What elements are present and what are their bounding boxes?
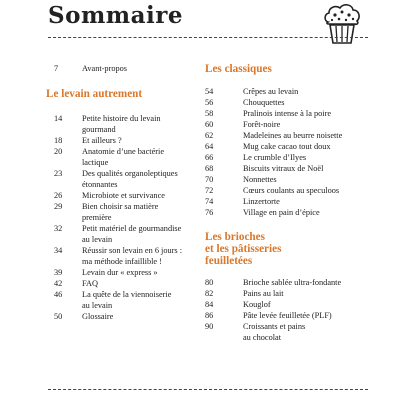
entry-label: FAQ <box>82 279 98 288</box>
page-number: 64 <box>205 142 214 151</box>
entry-label: Pralinois intense à la poire <box>243 109 332 118</box>
toc-entry[interactable] <box>205 185 367 196</box>
page-number: 39 <box>54 268 63 277</box>
entry-label: gourmand <box>82 125 116 134</box>
toc-left-column <box>46 63 194 322</box>
toc-entry[interactable] <box>205 163 367 174</box>
page-number: 86 <box>205 311 214 320</box>
entry-label: Pains au lait <box>243 289 284 298</box>
entry-label: Et ailleurs ? <box>82 136 122 145</box>
toc-entry[interactable] <box>46 113 194 135</box>
entry-label: Biscuits vitraux de Noël <box>243 164 324 173</box>
page-number: 60 <box>205 120 214 129</box>
toc-entry[interactable] <box>46 289 194 311</box>
entry-label: au chocolat <box>243 333 282 342</box>
entry-label: Crêpes au levain <box>243 87 299 96</box>
page-number: 70 <box>205 175 214 184</box>
toc-entry[interactable] <box>46 135 194 146</box>
entry-label: Petite histoire du levain <box>82 114 161 123</box>
entry-label: La quête de la viennoiserie <box>82 290 172 299</box>
toc-entry[interactable] <box>46 245 194 267</box>
page-number: 42 <box>54 279 63 288</box>
section-heading: Le levain autrement <box>46 88 143 100</box>
toc-entry[interactable] <box>46 278 194 289</box>
page-number: 26 <box>54 191 63 200</box>
toc-entry-intro[interactable] <box>46 63 194 74</box>
section-heading-line: Les brioches <box>205 231 265 243</box>
toc-entry[interactable] <box>205 141 367 152</box>
toc-entry[interactable] <box>46 190 194 201</box>
page-number: 18 <box>54 136 63 145</box>
entry-label: Avant-propos <box>82 64 128 73</box>
toc-entry[interactable] <box>46 201 194 223</box>
entry-label: Linzertorte <box>243 197 280 206</box>
entry-label: Forêt-noire <box>243 120 281 129</box>
top-divider <box>48 37 368 38</box>
page-number: 7 <box>54 64 59 73</box>
toc-entry[interactable] <box>205 174 367 185</box>
entry-label: étonnantes <box>82 180 118 189</box>
toc-entry[interactable] <box>205 130 367 141</box>
page-number: 54 <box>205 87 214 96</box>
page-number: 46 <box>54 290 63 299</box>
page-number: 23 <box>54 169 63 178</box>
entry-label: au levain <box>82 301 113 310</box>
entry-label: Microbiote et survivance <box>82 191 165 200</box>
entry-label: Village en pain d’épice <box>243 208 320 217</box>
entry-label: Mug cake cacao tout doux <box>243 142 331 151</box>
page-number: 20 <box>54 147 63 156</box>
page-number: 50 <box>54 312 63 321</box>
entry-label: ma méthode infaillible ! <box>82 257 162 266</box>
page-number: 58 <box>205 109 214 118</box>
page-number: 29 <box>54 202 63 211</box>
toc-entry[interactable] <box>46 267 194 278</box>
entry-label: Pâte levée feuilletée (PLF) <box>243 311 332 320</box>
entry-label: Cœurs coulants au speculoos <box>243 186 340 195</box>
entry-label: Kouglof <box>243 300 271 309</box>
entry-label: Bien choisir sa matière <box>82 202 159 211</box>
page-number: 56 <box>205 98 214 107</box>
toc-entry[interactable] <box>205 288 367 299</box>
page-number: 82 <box>205 289 214 298</box>
page-number: 32 <box>54 224 63 233</box>
toc-right-column <box>205 63 367 343</box>
toc-entry[interactable] <box>205 86 367 97</box>
page-number: 84 <box>205 300 214 309</box>
page-number: 72 <box>205 186 214 195</box>
page-number: 34 <box>54 246 63 255</box>
muffin-icon <box>322 2 362 46</box>
toc-entry[interactable] <box>205 119 367 130</box>
page-number: 62 <box>205 131 214 140</box>
entry-label: lactique <box>82 158 109 167</box>
section-heading: Les classiques <box>205 63 272 75</box>
entry-label: au levain <box>82 235 113 244</box>
bottom-divider <box>48 389 368 390</box>
toc-entry[interactable] <box>205 108 367 119</box>
page-number: 14 <box>54 114 63 123</box>
entry-label: Des qualités organoleptiques <box>82 169 178 178</box>
toc-entry[interactable] <box>205 310 367 321</box>
toc-entry[interactable] <box>205 196 367 207</box>
page-number: 90 <box>205 322 214 331</box>
section-heading-line: feuilletées <box>205 255 253 267</box>
page-number: 74 <box>205 197 214 206</box>
toc-entry[interactable] <box>46 146 194 168</box>
entry-label: Réussir son levain en 6 jours : <box>82 246 183 255</box>
page-number: 76 <box>205 208 214 217</box>
page-number: 66 <box>205 153 214 162</box>
toc-entry[interactable] <box>205 152 367 163</box>
section-heading <box>205 231 367 267</box>
page-title: Sommaire <box>48 2 184 29</box>
entry-label: Petit matériel de gourmandise <box>82 224 182 233</box>
toc-entry[interactable] <box>205 97 367 108</box>
entry-label: Brioche sablée ultra-fondante <box>243 278 342 287</box>
page-number: 80 <box>205 278 214 287</box>
entry-label: Levain dur « express » <box>82 268 158 277</box>
entry-label: première <box>82 213 112 222</box>
entry-label: Croissants et pains <box>243 322 306 331</box>
toc-entry[interactable] <box>205 321 367 343</box>
toc-entry[interactable] <box>46 311 194 322</box>
entry-label: Madeleines au beurre noisette <box>243 131 343 140</box>
entry-label: Le crumble d’Ilyes <box>243 153 307 162</box>
entry-label: Chouquettes <box>243 98 285 107</box>
entry-label: Glossaire <box>82 312 114 321</box>
toc-entry[interactable] <box>46 168 194 190</box>
entry-label: Nonnettes <box>243 175 277 184</box>
toc-entry[interactable] <box>205 207 367 218</box>
page-number: 68 <box>205 164 214 173</box>
toc-entry[interactable] <box>205 299 367 310</box>
section-heading-line: et les pâtisseries <box>205 243 282 255</box>
toc-entry[interactable] <box>46 223 194 245</box>
toc-entry[interactable] <box>205 277 367 288</box>
entry-label: Anatomie d’une bactérie <box>82 147 165 156</box>
